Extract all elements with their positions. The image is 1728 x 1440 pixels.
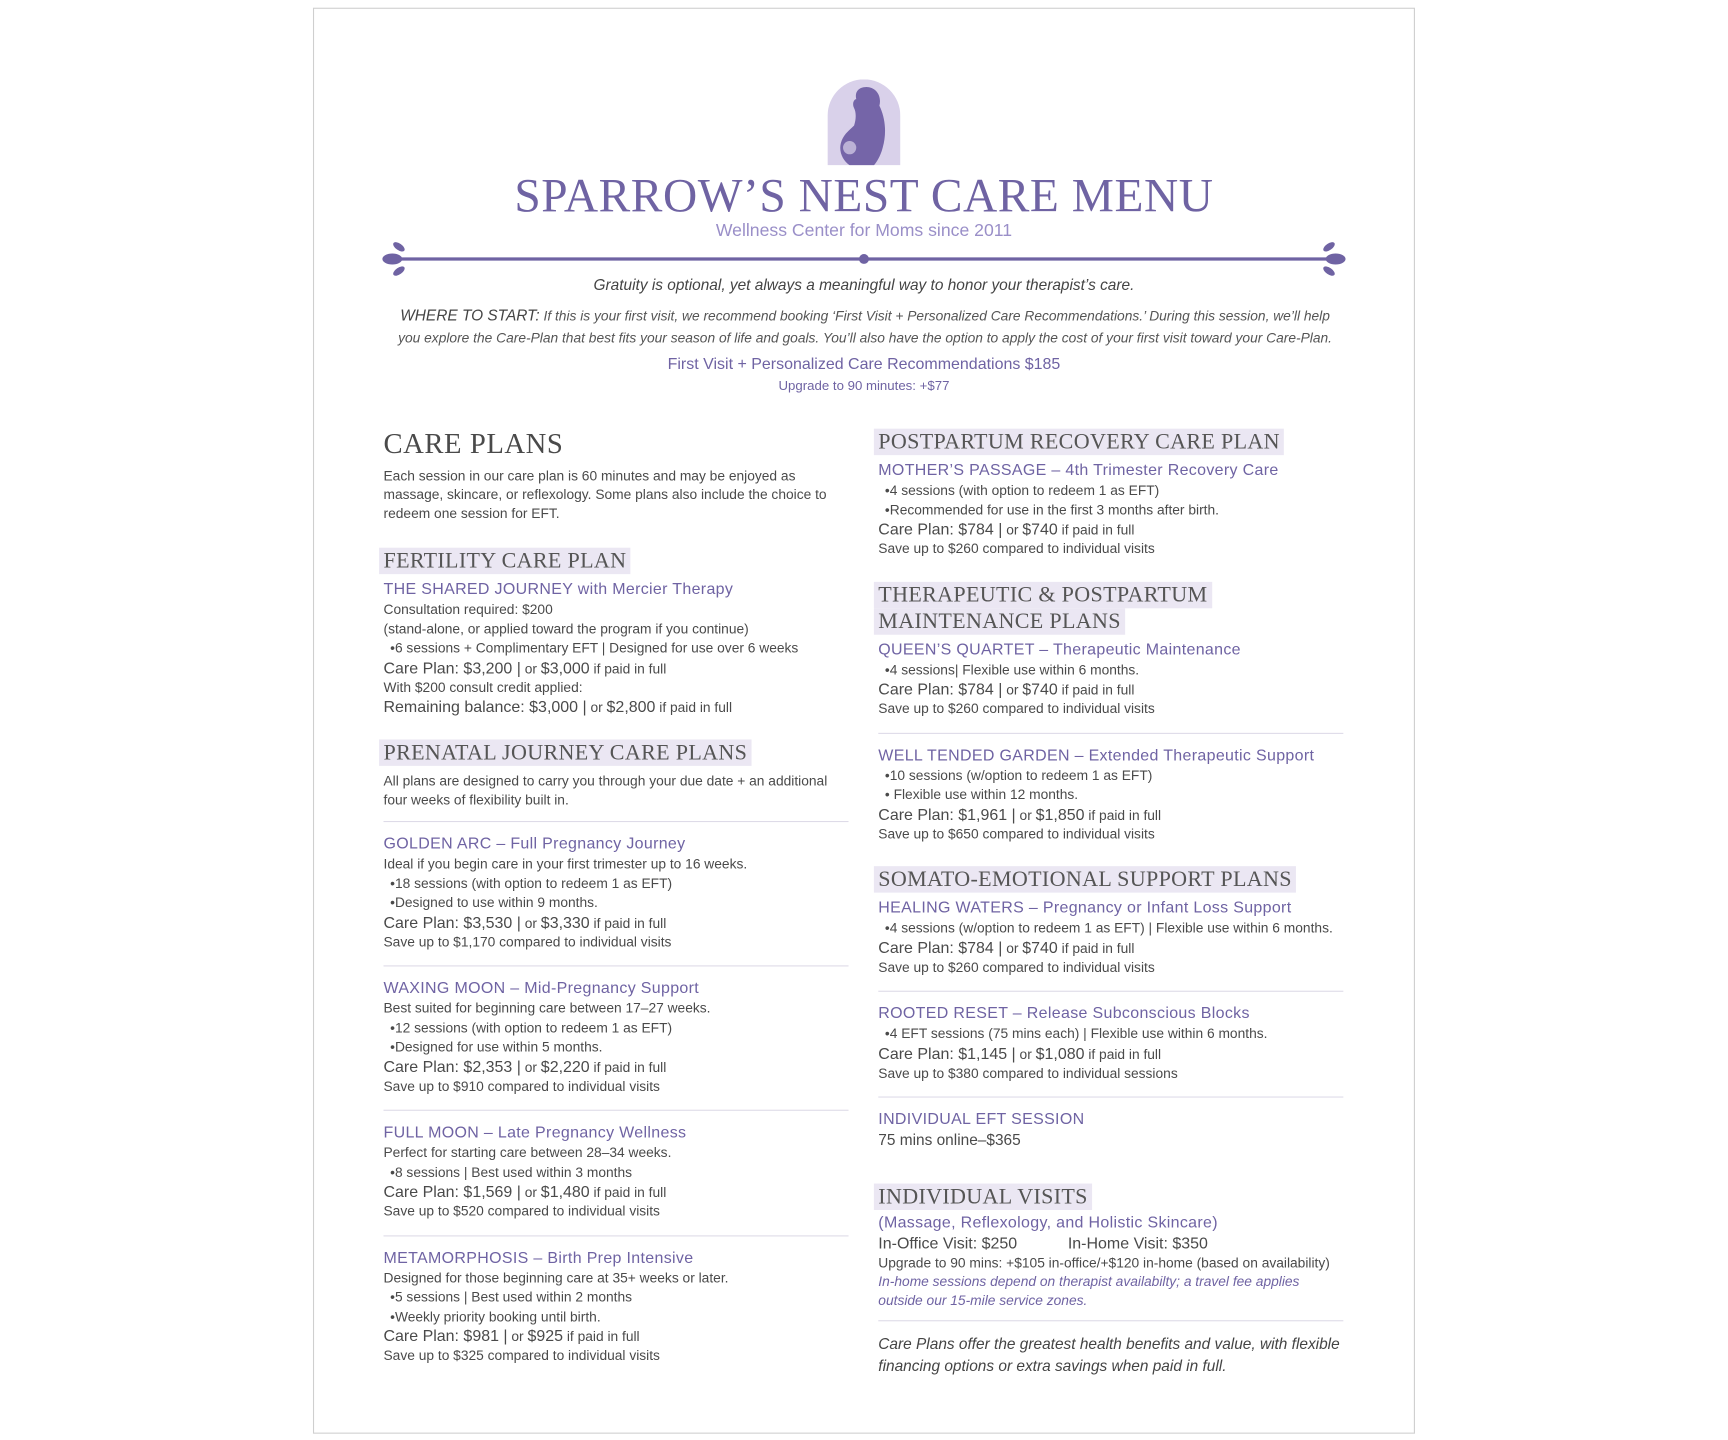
plan-title: METAMORPHOSIS – Birth Prep Intensive (383, 1249, 694, 1267)
right-column (878, 429, 1343, 1377)
plan-card (383, 579, 848, 740)
plan-price (878, 680, 1343, 700)
plan-card (878, 460, 1343, 582)
price-full: $2,800 (606, 698, 656, 717)
left-column (383, 428, 848, 1388)
price-or: or (1002, 522, 1023, 538)
ornamental-divider (381, 240, 1346, 277)
page-subtitle: Wellness Center for Moms since 2011 (715, 221, 1013, 241)
plan-text: Best suited for beginning care between 17–27 weeks. (383, 1000, 711, 1017)
plan-text: With $200 consult credit applied: (383, 679, 583, 695)
plan-bullet: • 4 sessions| Flexible use within 6 months. (878, 661, 1343, 680)
price-suffix: if paid in full (655, 699, 733, 716)
section-intro: All plans are designed to carry you through your due date + an additional four weeks of flexibility built in. (383, 773, 828, 808)
plan-price (383, 1327, 848, 1347)
price-label: Care Plan: $1,961 | (878, 806, 1016, 824)
price-label: Care Plan: $1,569 | (383, 1183, 521, 1202)
plan-text: Save up to $260 compared to individual visits (878, 959, 1155, 975)
price-or: or (1002, 940, 1023, 956)
price-full: $1,850 (1035, 806, 1085, 824)
divider (383, 1235, 848, 1236)
individual-visits-subtitle: (Massage, Reflexology, and Holistic Skincare) (878, 1213, 1218, 1232)
plan-bullet: • Flexible use within 12 months. (878, 786, 1343, 805)
price-label: Care Plan: $981 | (383, 1327, 508, 1346)
plan-title: HEALING WATERS – Pregnancy or Infant Loss Support (878, 899, 1292, 917)
plan-card (878, 1109, 1343, 1172)
gratuity-note: Gratuity is optional, yet always a meaningful way to honor your therapist’s care. (593, 275, 1135, 294)
price-full: $2,220 (540, 1058, 590, 1077)
pregnant-woman-logo (828, 79, 901, 165)
plan-title: GOLDEN ARC – Full Pregnancy Journey (383, 835, 686, 853)
price-or: or (520, 915, 541, 931)
price-suffix: if paid in full (589, 915, 667, 931)
plan-text: Consultation required: $200 (383, 601, 553, 618)
price-suffix: if paid in full (589, 660, 667, 677)
price-full: $3,330 (540, 914, 590, 932)
plan-text: Save up to $380 compared to individual sessions (878, 1065, 1178, 1081)
price-full: $925 (527, 1327, 564, 1346)
in-home-note: In-home sessions depend on therapist availabilty; a travel fee applies outside our 15-mile service zones. (878, 1273, 1300, 1309)
plan-bullet: • 4 sessions (w/option to redeem 1 as EFT) | Flexible use within 6 months. (878, 919, 1343, 938)
plan-price (383, 1182, 848, 1202)
section (878, 866, 1343, 892)
plan-card (383, 977, 848, 1109)
plan-bullet: • 18 sessions (with option to redeem 1 as EFT) (383, 874, 848, 893)
plan-price (878, 938, 1343, 958)
care-plans-intro: Each session in our care plan is 60 minutes and may be enjoyed as massage, skincare, or reflexology. Some plans also include the choice to redeem one session for EFT. (383, 468, 827, 522)
plan-bullet: • 12 sessions (with option to redeem 1 as EFT) (383, 1019, 848, 1038)
plan-bullet: • Recommended for use in the first 3 months after birth. (878, 501, 1343, 520)
plan-bullet: • Weekly priority booking until birth. (383, 1308, 848, 1327)
section-heading-line2: MAINTENANCE PLANS (874, 608, 1125, 634)
plan-price (878, 805, 1343, 825)
plan-text: Save up to $1,170 compared to individual visits (383, 933, 672, 950)
divider (878, 1320, 1343, 1321)
plan-price (383, 698, 848, 718)
plan-bullet: • 10 sessions (w/option to redeem 1 as EFT) (878, 766, 1343, 785)
visit-prices (878, 1234, 1343, 1254)
section-heading: THERAPEUTIC & POSTPARTUM (874, 581, 1212, 607)
divider (878, 1096, 1343, 1097)
price-suffix: if paid in full (589, 1059, 667, 1076)
price-suffix: if paid in full (1084, 807, 1162, 823)
plan-text: Save up to $260 compared to individual visits (878, 700, 1155, 717)
plan-text: Save up to $520 compared to individual visits (383, 1203, 660, 1219)
plan-card (878, 639, 1343, 733)
care-plans-heading: CARE PLANS (383, 427, 564, 460)
plan-card (383, 1247, 848, 1388)
price-label: Care Plan: $3,200 | (383, 659, 521, 678)
price-or: or (586, 699, 607, 716)
plan-card (878, 897, 1343, 991)
closing-statement: Care Plans offer the greatest health benefits and value, with flexible financing options or extra savings when paid in full. (878, 1334, 1340, 1375)
price-label: Care Plan: $784 | (878, 521, 1003, 539)
plan-card (878, 744, 1343, 866)
divider (383, 821, 848, 822)
divider (383, 1110, 848, 1111)
price-or: or (1002, 682, 1023, 698)
section-heading: SOMATO-EMOTIONAL SUPPORT PLANS (874, 866, 1296, 892)
plan-card (383, 1122, 848, 1235)
plan-price (878, 1044, 1343, 1064)
first-visit-upgrade: Upgrade to 90 minutes: +$77 (778, 377, 950, 394)
price-full: $1,080 (1035, 1045, 1085, 1063)
plan-text: Save up to $650 compared to individual visits (878, 825, 1155, 842)
section-heading: FERTILITY CARE PLAN (379, 548, 631, 574)
price-or: or (1015, 1046, 1036, 1062)
price-suffix: if paid in full (1057, 940, 1135, 956)
price-full: $3,000 (540, 659, 590, 678)
divider (383, 965, 848, 966)
plan-title: WELL TENDED GARDEN – Extended Therapeutic Support (878, 746, 1315, 765)
price-or: or (520, 1184, 541, 1201)
plan-title: WAXING MOON – Mid-Pregnancy Support (383, 979, 700, 998)
price-or: or (520, 1059, 541, 1076)
in-home-price: In-Home Visit: $350 (1067, 1234, 1208, 1253)
plan-bullet: • 8 sessions | Best used within 3 months (383, 1163, 848, 1182)
plan-text: Save up to $325 compared to individual visits (383, 1347, 660, 1364)
section (878, 581, 1343, 634)
price-suffix: if paid in full (1084, 1046, 1162, 1062)
plan-title: MOTHER’S PASSAGE – 4th Trimester Recovery Care (878, 461, 1279, 480)
price-label: Care Plan: $1,145 | (878, 1045, 1016, 1063)
price-full: $740 (1022, 939, 1058, 958)
price-suffix: if paid in full (1057, 522, 1135, 538)
plan-price (383, 913, 848, 933)
plan-text: Perfect for starting care between 28–34 weeks. (383, 1144, 672, 1161)
section-heading: POSTPARTUM RECOVERY CARE PLAN (874, 429, 1284, 455)
where-to-start-label: WHERE TO START: (400, 306, 540, 324)
price-label: Care Plan: $784 | (878, 681, 1003, 699)
plan-text: Ideal if you begin care in your first trimester up to 16 weeks. (383, 856, 748, 872)
section-individual-visits (878, 1183, 1343, 1209)
price-full: $740 (1022, 681, 1058, 699)
price-full: $740 (1022, 521, 1058, 539)
plan-bullet: • 6 sessions + Complimentary EFT | Designed for use over 6 weeks (383, 639, 848, 658)
plan-text: Save up to $910 compared to individual visits (383, 1078, 660, 1094)
plan-price (383, 658, 848, 678)
plan-bullet: • 4 sessions (with option to redeem 1 as EFT) (878, 482, 1343, 501)
price-suffix: if paid in full (563, 1329, 640, 1345)
price-or: or (520, 660, 541, 677)
plan-title: ROOTED RESET – Release Subconscious Blocks (878, 1005, 1250, 1023)
price-label: Remaining balance: $3,000 | (383, 698, 587, 717)
plan-title: QUEEN’S QUARTET – Therapeutic Maintenance (878, 640, 1241, 659)
in-office-price: In-Office Visit: $250 (878, 1234, 1018, 1253)
plan-title: FULL MOON – Late Pregnancy Wellness (383, 1124, 687, 1142)
plan-bullet: • Designed to use within 9 months. (383, 894, 848, 913)
plan-price (878, 520, 1343, 540)
eft-price: 75 mins online–$365 (878, 1130, 1021, 1149)
plan-text: (stand-alone, or applied toward the program if you continue) (383, 620, 749, 637)
price-suffix: if paid in full (1057, 682, 1135, 698)
section (878, 429, 1343, 455)
where-to-start-text: If this is your first visit, we recommend booking ‘First Visit + Personalized Care Recommendations.’ During this session, we’ll help you explore the Care-Plan that best fits your season of life and goals. You’ll also have the option to apply the cost of your first visit toward your Care-Plan. (398, 308, 1333, 347)
price-label: Care Plan: $2,353 | (383, 1058, 521, 1077)
plan-card (878, 1003, 1343, 1097)
page-title: SPARROW’S NEST CARE MENU (514, 170, 1214, 223)
price-label: Care Plan: $3,530 | (383, 914, 521, 932)
price-full: $1,480 (540, 1183, 590, 1202)
plan-text: Designed for those beginning care at 35+ weeks or later. (383, 1270, 729, 1286)
plan-price (383, 1057, 848, 1077)
section (383, 739, 848, 765)
plan-bullet: • 4 EFT sessions (75 mins each) | Flexible use within 6 months. (878, 1025, 1343, 1044)
plan-title: INDIVIDUAL EFT SESSION (878, 1110, 1085, 1129)
visit-upgrade: Upgrade to 90 mins: +$105 in-office/+$120 in-home (based on availability) (878, 1254, 1330, 1271)
price-or: or (1015, 807, 1036, 823)
divider (878, 991, 1343, 992)
price-suffix: if paid in full (589, 1184, 667, 1201)
price-label: Care Plan: $784 | (878, 939, 1003, 958)
plan-bullet: • Designed for use within 5 months. (383, 1038, 848, 1057)
plan-bullet: • 5 sessions | Best used within 2 months (383, 1288, 848, 1307)
where-to-start (388, 304, 1342, 349)
plan-text: Save up to $260 compared to individual visits (878, 541, 1155, 557)
plan-title: THE SHARED JOURNEY with Mercier Therapy (383, 580, 734, 599)
divider (878, 732, 1343, 733)
section-heading: INDIVIDUAL VISITS (874, 1183, 1092, 1209)
first-visit-offer: First Visit + Personalized Care Recommendations $185 (667, 355, 1061, 374)
section (383, 548, 848, 574)
plan-card (383, 833, 848, 965)
price-or: or (507, 1329, 528, 1345)
section-heading: PRENATAL JOURNEY CARE PLANS (379, 739, 752, 765)
